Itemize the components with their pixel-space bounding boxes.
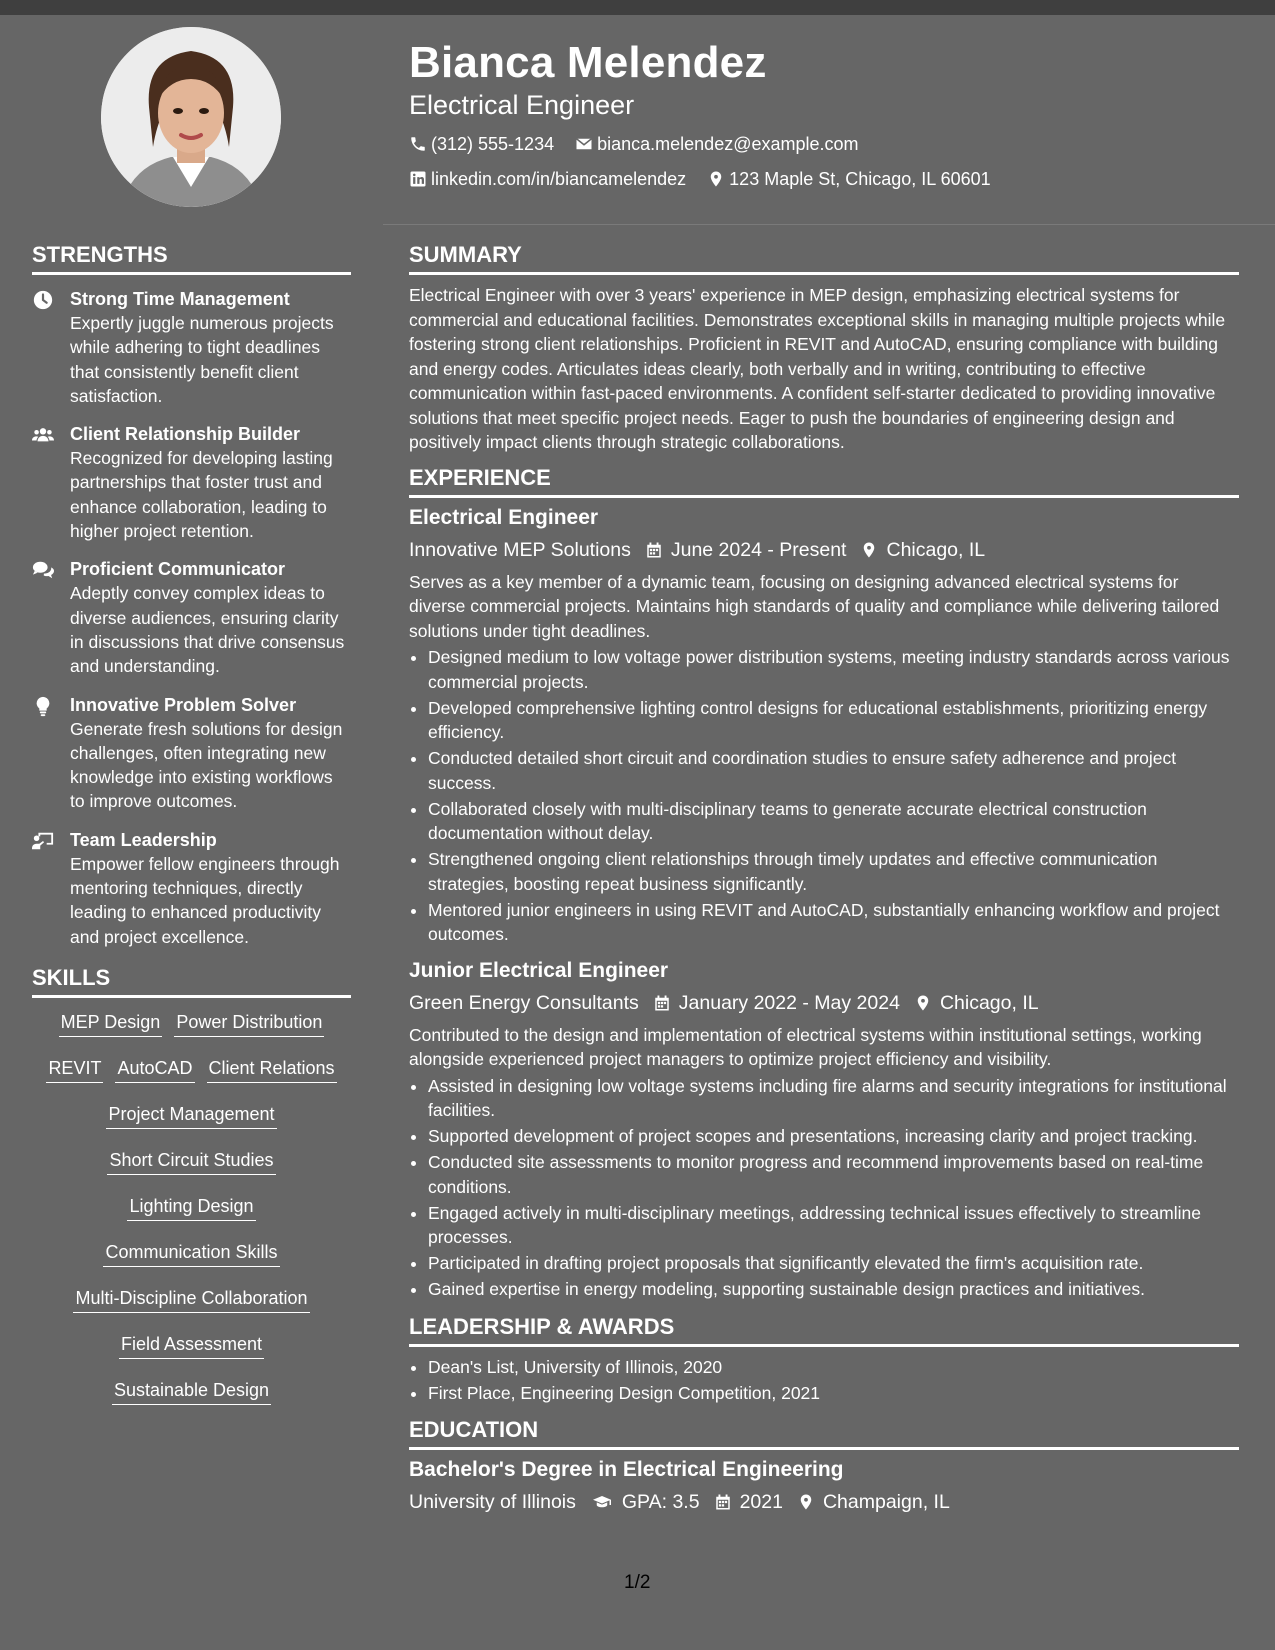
linkedin-icon (409, 170, 427, 188)
job-location: Chicago, IL (939, 991, 1039, 1014)
header-divider (383, 224, 1275, 225)
clock-icon (32, 289, 54, 311)
skill-tag: MEP Design (59, 1010, 163, 1037)
resume-header (409, 40, 1249, 198)
job-company: Innovative MEP Solutions (409, 538, 631, 561)
strength-title: Client Relationship Builder (70, 424, 301, 445)
education-gpa: GPA: 3.5 (621, 1491, 700, 1513)
bullet-item: • Mentored junior engineers in using REVIT and AutoCAD, substantially enhancing workflow and project outcomes. (428, 898, 1239, 947)
education-year: 2021 (739, 1491, 783, 1513)
strength-desc: Expertly juggle numerous projects while adhering to tight deadlines that consistently benefit client satisfaction. (70, 313, 334, 406)
skill-row (32, 1010, 351, 1037)
job-dates: January 2022 - May 2024 (678, 991, 900, 1014)
skill-row (32, 1194, 351, 1221)
strength-item (32, 828, 351, 949)
job-meta (409, 536, 1239, 564)
experience-rule (409, 495, 1239, 498)
strength-desc: Empower fellow engineers through mentoring techniques, directly leading to enhanced productivity and project excellence. (70, 853, 340, 947)
job-entry (409, 957, 1239, 1302)
top-bar (0, 0, 1275, 15)
job-company: Green Energy Consultants (409, 991, 639, 1014)
experience-heading: EXPERIENCE (409, 464, 551, 490)
education-meta (409, 1488, 1239, 1516)
bullet-item: • Strengthened ongoing client relationships through timely updates and effective communication strategies, boosting repeat business significantly. (428, 847, 1239, 896)
strength-title: Strong Time Management (70, 289, 290, 309)
job-summary: Serves as a key member of a dynamic team, focusing on designing advanced electrical systems for diverse commercial projects. Maintains high standards of quality and compliance while delivering tailored solutions under tight deadlines. (409, 571, 1220, 641)
bullet-item: • Assisted in designing low voltage systems including fire alarms and security integrations for institutional facilities. (428, 1074, 1239, 1123)
skill-tag: Project Management (106, 1102, 276, 1129)
skill-row (32, 1286, 351, 1313)
map-marker-icon (707, 170, 725, 188)
strengths-rule (32, 272, 351, 275)
summary-rule (409, 272, 1239, 275)
skill-row (32, 1240, 351, 1267)
skill-tag: Field Assessment (119, 1332, 264, 1359)
bullet-item: • Collaborated closely with multi-disciplinary teams to generate accurate electrical construction documentation without delay. (428, 797, 1239, 846)
left-column (32, 240, 351, 1424)
skill-tag: Sustainable Design (112, 1378, 271, 1405)
candidate-name: Bianca Melendez (409, 38, 767, 87)
bullet-item: • Gained expertise in energy modeling, supporting sustainable design practices and initiatives. (428, 1277, 1239, 1302)
skills-list (32, 1010, 351, 1405)
bullet-item: • Conducted site assessments to monitor progress and recommend improvements based on real-time conditions. (428, 1150, 1239, 1199)
strength-desc: Generate fresh solutions for design challenges, often integrating new knowledge into existing workflows to improve outcomes. (70, 718, 343, 812)
skill-row (32, 1378, 351, 1405)
phone-text: (312) 555-1234 (431, 133, 555, 154)
phone-icon (409, 135, 427, 153)
job-dates: June 2024 - Present (670, 538, 847, 561)
skill-row (32, 1332, 351, 1359)
skill-tag: Power Distribution (174, 1010, 324, 1037)
calendar-icon (653, 994, 671, 1012)
bullet-item: • Participated in drafting project proposals that significantly elevated the firm's acquisition rate. (428, 1251, 1239, 1276)
skill-tag: Communication Skills (103, 1240, 279, 1267)
strength-item (32, 287, 351, 408)
bullet-item: • Supported development of project scopes and presentations, increasing clarity and project tracking. (428, 1124, 1239, 1149)
summary-text: Electrical Engineer with over 3 years' experience in MEP design, emphasizing electrical systems for commercial and educational facilities. Demonstrates exceptional skills in managing multiple projects while fostering strong client relationships. Proficient in REVIT and AutoCAD, ensuring compliance with building and energy codes. Articulates ideas clearly, both verbally and in writing, contributing to effective communication within fast-paced environments. A confident self-starter dedicated to providing innovative solutions that meet specific project needs. Eager to push the boundaries of engineering design and positively impact clients through strategic collaborations. (409, 285, 1226, 452)
map-marker-icon (797, 1493, 815, 1511)
job-bullets (409, 645, 1239, 947)
job-bullets (409, 1074, 1239, 1302)
strength-item (32, 422, 351, 543)
award-item: • Dean's List, University of Illinois, 2020 (428, 1355, 1239, 1380)
page-number: 1/2 (624, 1572, 651, 1593)
summary-heading: SUMMARY (409, 242, 522, 267)
skill-tag: Client Relations (207, 1056, 337, 1083)
education-location: Champaign, IL (822, 1491, 950, 1513)
skill-row (32, 1102, 351, 1129)
job-title: Electrical Engineer (409, 505, 599, 529)
job-location: Chicago, IL (886, 538, 986, 561)
envelope-icon (575, 135, 593, 153)
strengths-heading: STRENGTHS (32, 242, 168, 267)
linkedin-contact[interactable] (409, 163, 686, 195)
bullet-item: • Conducted detailed short circuit and coordination studies to ensure safety adherence and project success. (428, 746, 1239, 795)
skill-row (32, 1148, 351, 1175)
skills-rule (32, 995, 351, 998)
graduation-cap-icon (590, 1493, 614, 1511)
awards-rule (409, 1344, 1239, 1347)
strength-desc: Adeptly convey complex ideas to diverse audiences, ensuring clarity in discussions that drive consensus and understanding. (70, 583, 345, 677)
bullet-item: • Developed comprehensive lighting control designs for educational establishments, prioritizing energy efficiency. (428, 696, 1239, 745)
phone-contact[interactable] (409, 128, 554, 160)
contact-row-1 (409, 128, 1249, 163)
profile-photo (101, 27, 281, 207)
calendar-icon (645, 541, 663, 559)
chalkboard-teacher-icon (32, 830, 54, 852)
skill-tag: REVIT (46, 1056, 103, 1083)
job-meta (409, 989, 1239, 1017)
awards-heading: LEADERSHIP & AWARDS (409, 1313, 675, 1339)
address-text: 123 Maple St, Chicago, IL 60601 (729, 168, 991, 189)
map-marker-icon (860, 541, 878, 559)
school-name: University of Illinois (409, 1491, 576, 1513)
strength-title: Team Leadership (70, 829, 217, 850)
calendar-icon (714, 1493, 732, 1511)
users-icon (32, 424, 54, 446)
award-item: • First Place, Engineering Design Competition, 2021 (428, 1381, 1239, 1406)
bullet-item: • Engaged actively in multi-disciplinary meetings, addressing technical issues effectively to streamline processes. (428, 1201, 1239, 1250)
skill-tag: AutoCAD (115, 1056, 194, 1083)
bullet-item: • Designed medium to low voltage power distribution systems, meeting industry standards across various commercial projects. (428, 645, 1239, 694)
degree-title: Bachelor's Degree in Electrical Engineering (409, 1458, 844, 1481)
contact-row-2 (409, 163, 1249, 198)
job-title: Junior Electrical Engineer (409, 958, 669, 982)
strength-item (32, 557, 351, 678)
map-marker-icon (914, 994, 932, 1012)
skills-heading: SKILLS (32, 964, 111, 990)
comments-icon (32, 559, 54, 581)
linkedin-text: linkedin.com/in/biancamelendez (431, 168, 687, 189)
candidate-title: Electrical Engineer (409, 90, 635, 121)
job-summary: Contributed to the design and implementation of electrical systems within institutional settings, working alongside experienced project managers to optimize project efficiency and visibility. (409, 1024, 1202, 1069)
skill-tag: Short Circuit Studies (107, 1148, 275, 1175)
strength-title: Innovative Problem Solver (70, 694, 297, 715)
strength-item (32, 693, 351, 814)
lightbulb-icon (32, 695, 54, 717)
right-column (409, 240, 1239, 1522)
job-entry (409, 504, 1239, 947)
email-text: bianca.melendez@example.com (597, 133, 859, 154)
strength-desc: Recognized for developing lasting partnerships that foster trust and enhance collaboration, leading to higher project retention. (70, 448, 333, 542)
address-contact (707, 163, 991, 195)
education-heading: EDUCATION (409, 1417, 539, 1442)
skill-tag: Lighting Design (127, 1194, 255, 1221)
education-rule (409, 1447, 1239, 1450)
email-contact[interactable] (575, 128, 858, 160)
skill-row (32, 1056, 351, 1083)
skill-tag: Multi-Discipline Collaboration (73, 1286, 309, 1313)
awards-list (409, 1355, 1239, 1406)
strength-title: Proficient Communicator (70, 559, 286, 580)
